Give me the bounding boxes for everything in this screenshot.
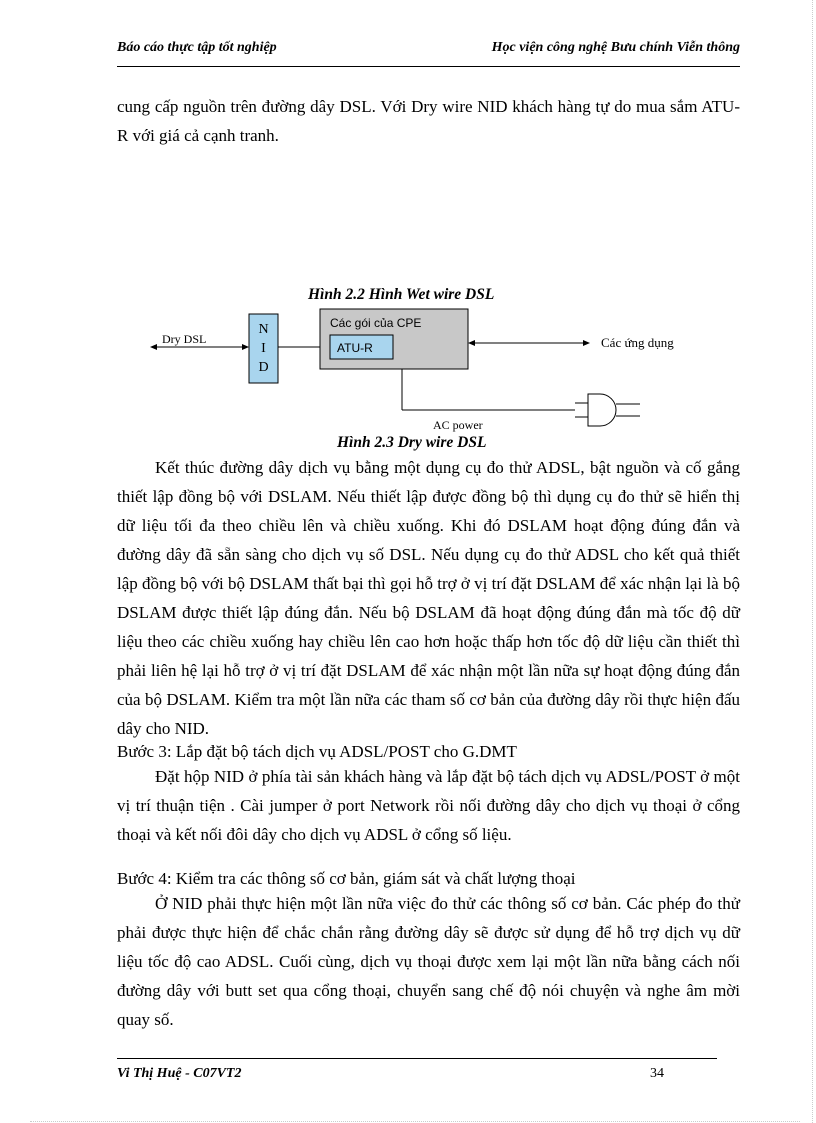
body-paragraph-3: Ở NID phải thực hiện một lần nữa việc đo thử các thông số cơ bản. Các phép đo thử phải được thực hiện để chắc chắn rằng đường dây sẽ được sử dụng để hỗ trợ dịch vụ dữ liệu tốc độ cao ADSL. Cuối cùng, dịch vụ thoại được xem lại một lần nữa bằng cách nối đường dây với butt set qua cổng thoại, chuyển sang chế độ nói chuyện và nghe âm mời quay số. [117, 894, 740, 1029]
figure-2-3-caption: Hình 2.3 Dry wire DSL [337, 434, 487, 451]
power-plug-icon [588, 394, 616, 426]
intro-paragraph: cung cấp nguồn trên đường dây DSL. Với Dry wire NID khách hàng tự do mua sắm ATU-R với giá cả cạnh tranh. [117, 97, 740, 145]
header-title-right: Học viện công nghệ Bưu chính Viễn thông [491, 40, 740, 55]
page-header [117, 38, 740, 60]
nid-letter-n: N [258, 322, 269, 337]
header-title-left: Báo cáo thực tập tốt nghiệp [117, 40, 277, 55]
page-number: 34 [650, 1066, 664, 1081]
page-bottom-edge [30, 1121, 800, 1122]
dry-dsl-label: Dry DSL [162, 332, 207, 346]
page-right-edge [812, 0, 813, 1123]
footer-author: Vi Thị Huệ - C07VT2 [117, 1066, 242, 1081]
atu-r-label: ATU-R [337, 341, 373, 355]
arrow-left-icon [468, 340, 475, 346]
apps-label: Các ứng dụng [601, 335, 674, 350]
step-4-heading: Bước 4: Kiểm tra các thông số cơ bản, giám sát và chất lượng thoại [117, 869, 576, 888]
arrow-right-icon [242, 344, 249, 350]
body-paragraph-1: Kết thúc đường dây dịch vụ bằng một dụng cụ đo thử ADSL, bật nguồn và cố gắng thiết lập đồng bộ với DSLAM. Nếu thiết lập được đồng bộ thì dụng cụ đo thử sẽ hiển thị dữ liệu tối đa theo chiều lên và chiều xuống. Khi đó DSLAM hoạt động đúng đắn và đường dây đã sẵn sàng cho dịch vụ số DSL. Nếu dụng cụ đo thử ADSL cho kết quả thiết lập đồng bộ với bộ DSLAM thất bại thì gọi hỗ trợ ở vị trí đặt DSLAM để xác nhận lại là bộ DSLAM được thiết lập đúng đắn. Nếu bộ DSLAM đã hoạt động đúng đắn mà tốc độ dữ liệu theo các chiều xuống hay chiều lên cao hơn hoặc thấp hơn tốc độ dữ liệu cần thiết thì phải liên hệ lại hỗ trợ ở vị trí đặt DSLAM để xác nhận một lần nữa sự hoạt động đúng đắn của bộ DSLAM. Kiểm tra một lần nữa các tham số cơ bản của đường dây rồi thực hiện đấu dây cho NID. [117, 458, 740, 738]
step-3-heading: Bước 3: Lắp đặt bộ tách dịch vụ ADSL/POST cho G.DMT [117, 742, 517, 761]
nid-letter-i: I [261, 341, 266, 356]
cpe-label: Các gói của CPE [330, 316, 422, 330]
arrow-right-icon [583, 340, 590, 346]
ac-power-label: AC power [433, 418, 483, 432]
header-divider [117, 66, 740, 67]
arrow-left-icon [150, 344, 157, 350]
dry-wire-dsl-diagram [150, 305, 674, 435]
body-paragraph-2: Đặt hộp NID ở phía tài sản khách hàng và lắp đặt bộ tách dịch vụ ADSL/POST ở một vị trí thuận tiện . Cài jumper ở port Network rồi nối đường dây cho dịch vụ thoại ở cổng thoại và kết nối đôi dây cho dịch vụ ADSL ở cổng số liệu. [117, 767, 740, 844]
figure-2-2-caption: Hình 2.2 Hình Wet wire DSL [308, 286, 495, 303]
nid-letter-d: D [258, 360, 269, 375]
footer-divider [117, 1058, 717, 1059]
